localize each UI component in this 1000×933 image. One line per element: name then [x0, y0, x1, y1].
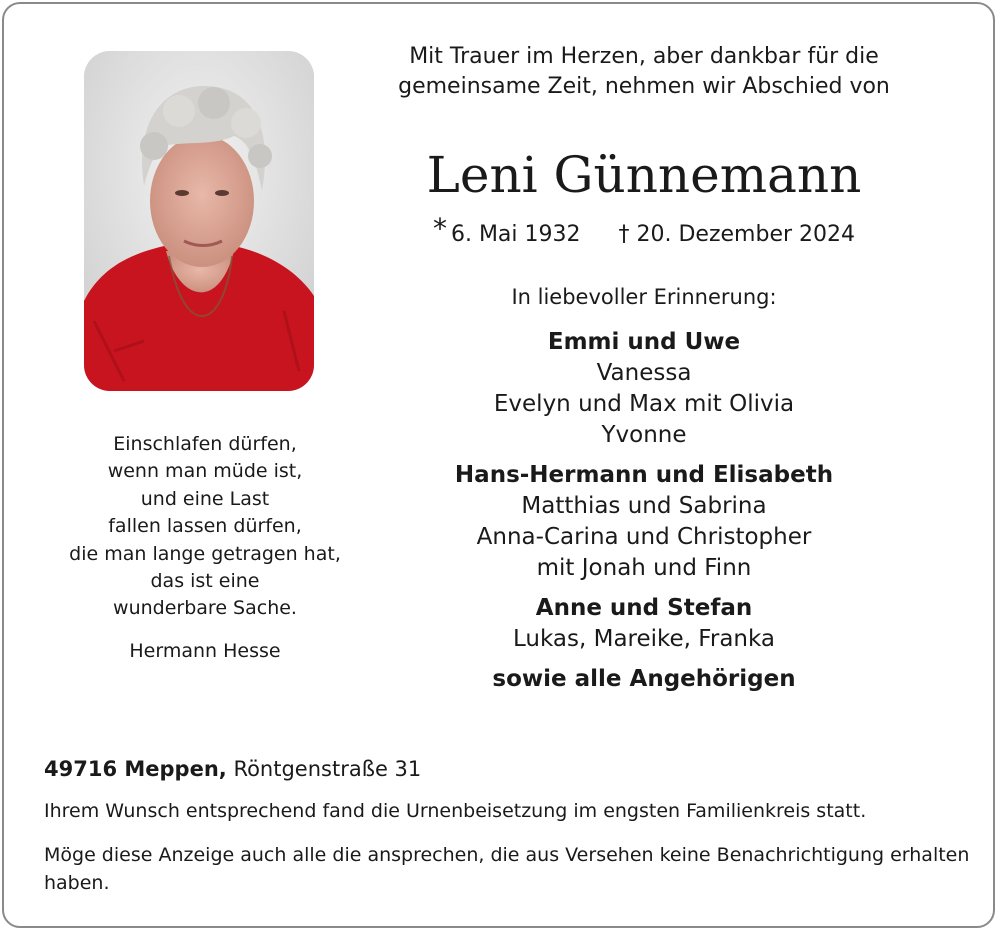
burial-note: Ihrem Wunsch entsprechend fand die Urnenbeisetzung im engsten Familienkreis statt. — [44, 800, 867, 822]
family-member: Anna-Carina und Christopher — [476, 524, 812, 550]
memory-heading: In liebevoller Erinnerung: — [511, 285, 777, 309]
notification-note: Möge diese Anzeige auch alle die ansprechen, die aus Versehen keine Benachrichtigung erhalten haben. — [44, 844, 970, 894]
family-member: Matthias und Sabrina — [521, 493, 767, 519]
poem-line: und eine Last — [140, 487, 270, 510]
family-group-head: Anne und Stefan — [535, 595, 753, 621]
death-symbol: † — [618, 222, 630, 247]
address-street: Röntgenstraße 31 — [233, 757, 422, 781]
portrait-photo — [84, 51, 314, 391]
poem — [40, 431, 370, 623]
poem-line: fallen lassen dürfen, — [108, 515, 302, 538]
poem-line: Einschlafen dürfen, — [113, 433, 297, 455]
poem-author: Hermann Hesse — [129, 640, 281, 662]
portrait-illustration — [84, 51, 314, 391]
poem-line: wenn man müde ist, — [107, 460, 303, 483]
family-list — [340, 326, 948, 695]
address — [44, 754, 421, 784]
address-city: 49716 Meppen, — [44, 757, 227, 781]
poem-line: die man lange getragen hat, — [69, 542, 341, 565]
family-group — [340, 459, 948, 584]
poem-line: das ist eine — [150, 570, 260, 593]
birth-date: 6. Mai 1932 — [450, 222, 581, 247]
family-group-head: Emmi und Uwe — [547, 329, 741, 355]
death-date: 20. Dezember 2024 — [636, 222, 856, 247]
family-member: Lukas, Mareike, Franka — [513, 626, 775, 652]
family-member: Yvonne — [601, 422, 687, 448]
deceased-name: Leni Günnemann — [426, 146, 862, 204]
family-member: mit Jonah und Finn — [536, 555, 752, 581]
family-group — [340, 326, 948, 451]
family-group — [340, 592, 948, 655]
intro-line: Mit Trauer im Herzen, aber dankbar für die — [409, 44, 879, 69]
intro-text — [340, 42, 948, 102]
family-group-head: Hans-Hermann und Elisabeth — [454, 462, 834, 488]
family-member: Evelyn und Max mit Olivia — [493, 391, 795, 417]
intro-line: gemeinsame Zeit, nehmen wir Abschied von — [398, 74, 890, 99]
poem-line: wunderbare Sache. — [113, 597, 297, 620]
closing-line: sowie alle Angehörigen — [492, 666, 796, 692]
life-dates — [340, 214, 948, 250]
family-member: Vanessa — [596, 360, 692, 386]
birth-symbol: * — [432, 212, 447, 245]
